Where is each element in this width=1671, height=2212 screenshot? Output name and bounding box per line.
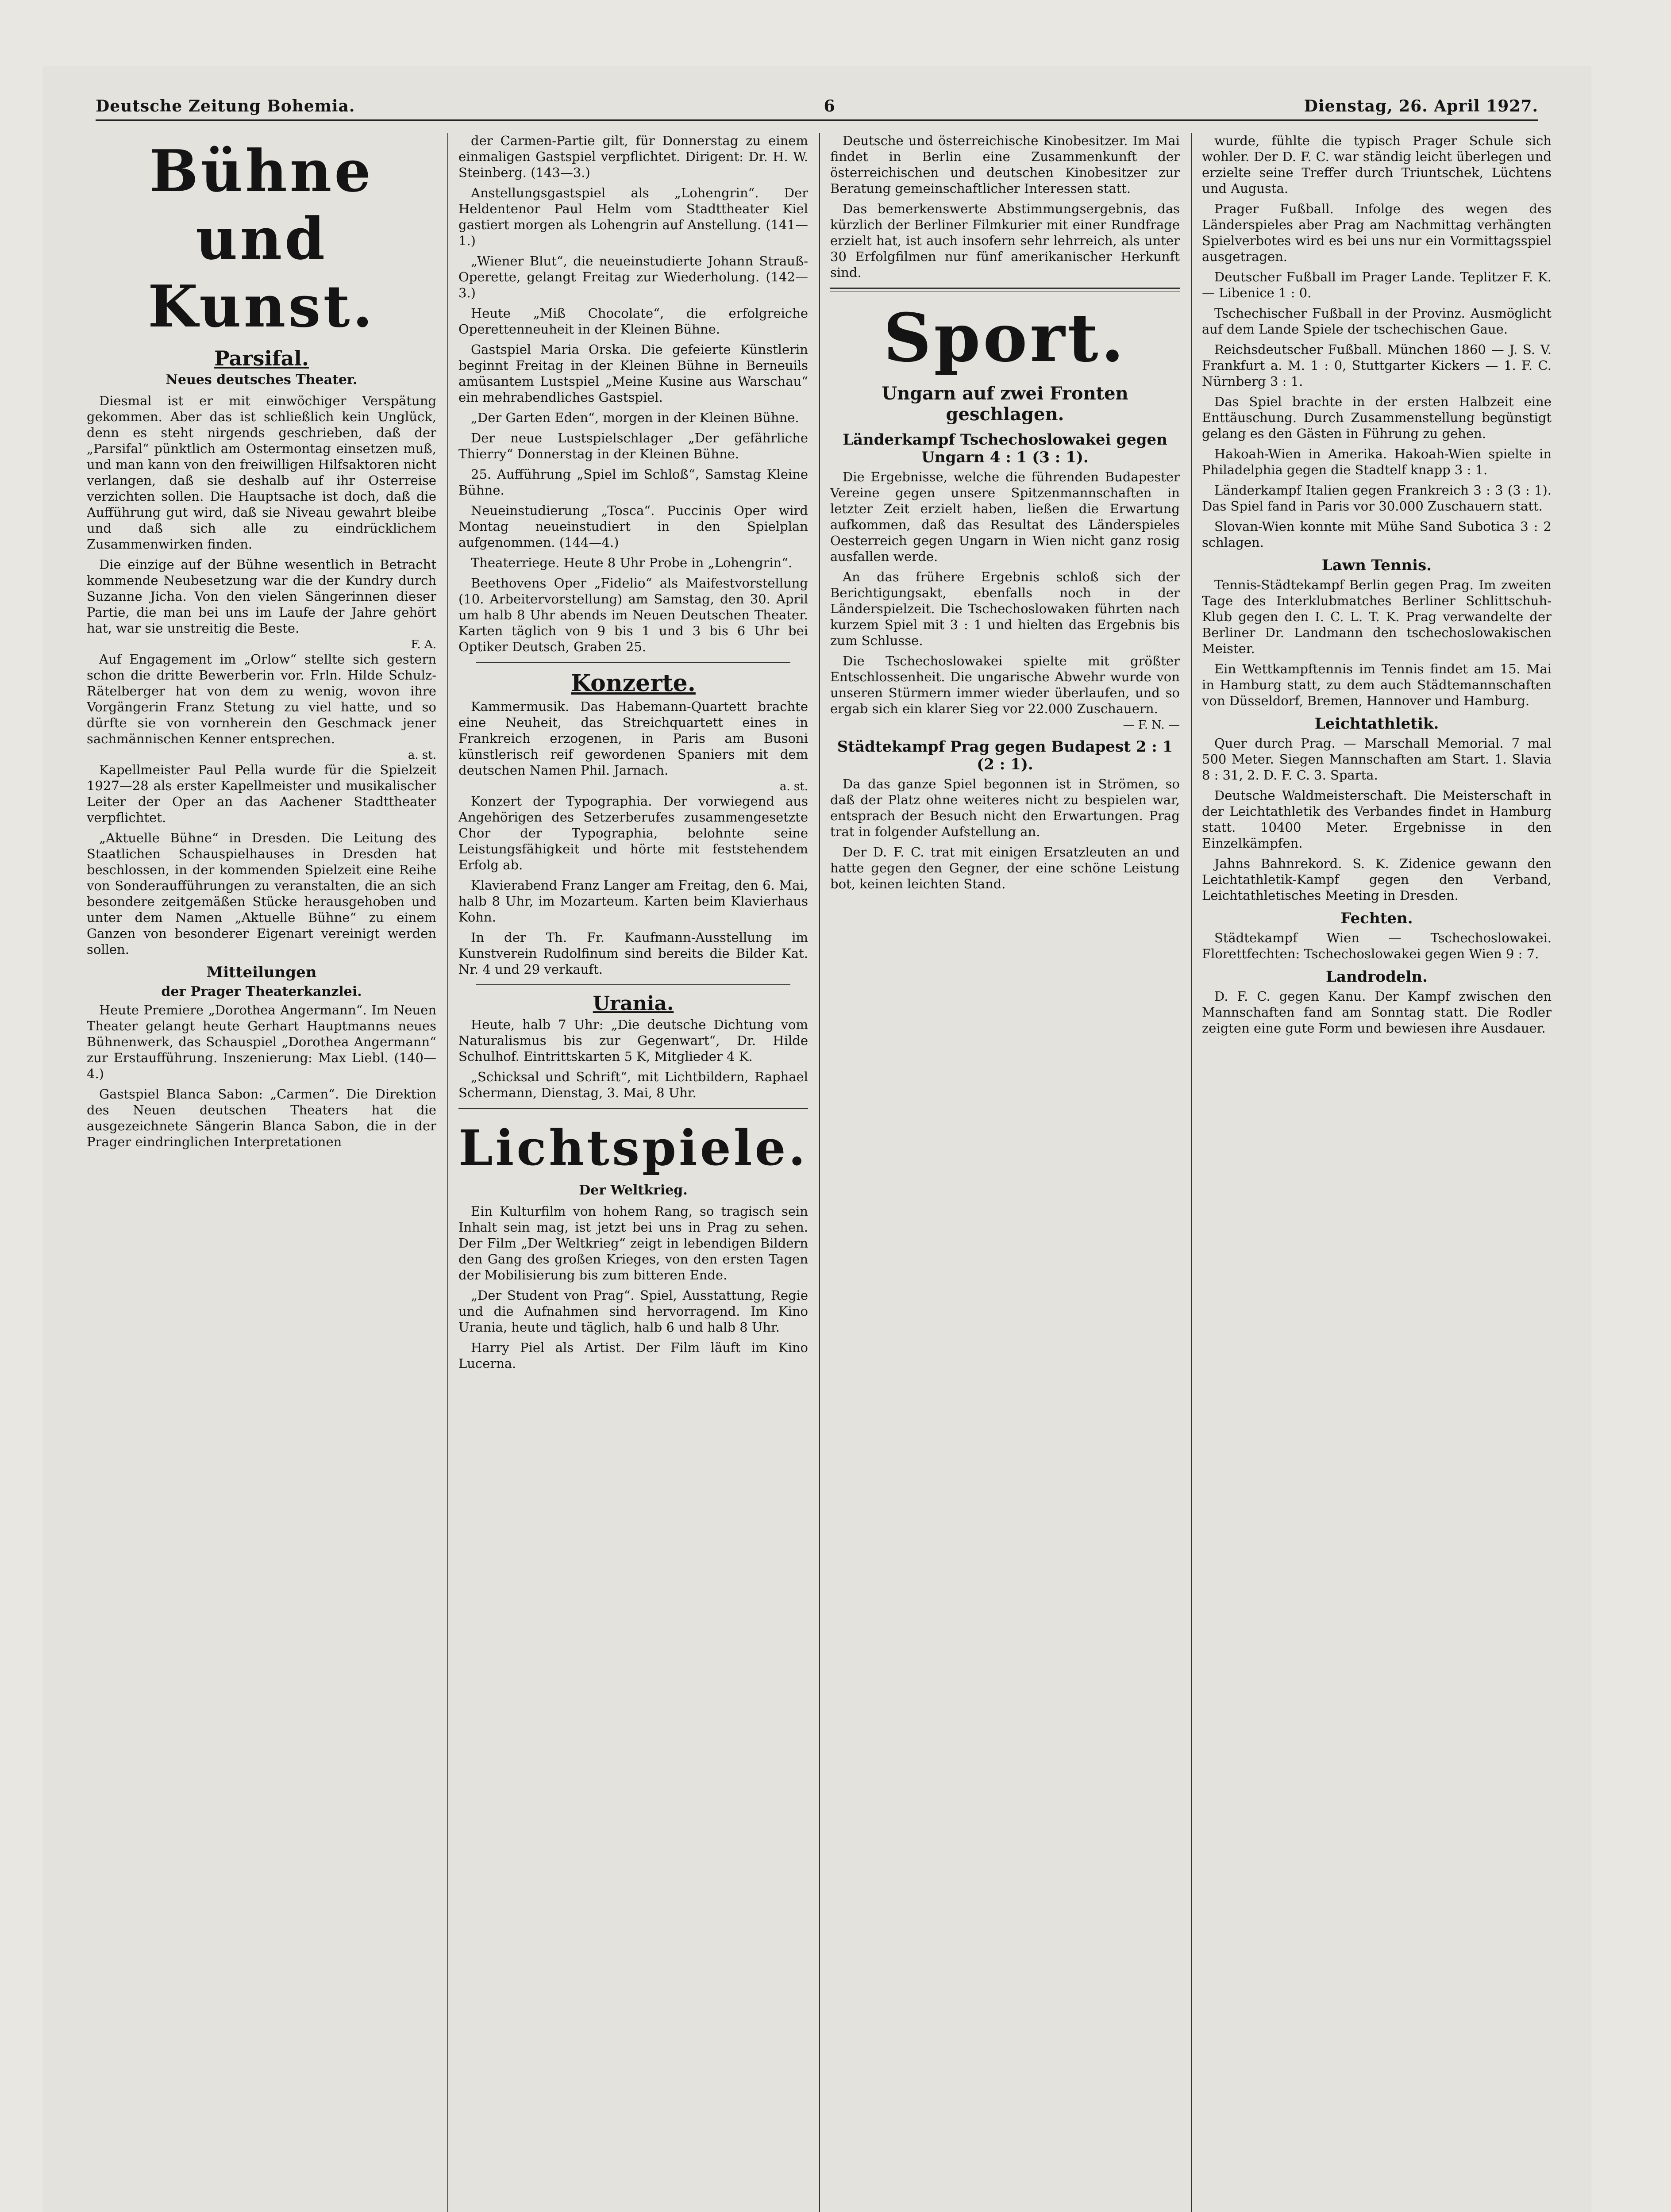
article-paragraph: 25. Aufführung „Spiel im Schloß“, Samstag Kleine Bühne. — [458, 467, 808, 498]
article-paragraph: Tennis-Städtekampf Berlin gegen Prag. Im zweiten Tage des Interklubmatches Berliner Schlittschuh-Klub gegen den I. C. L. T. K. Prag verwandelte der Berliner Dr. Landmann den tschechoslowakischen Meister. — [1202, 577, 1552, 656]
article-paragraph: „Der Garten Eden“, morgen in der Kleinen Bühne. — [471, 410, 799, 425]
section-title-urania: Urania. — [593, 992, 674, 1015]
section-divider — [476, 984, 790, 985]
section-title-leichtathletik: Leichtathletik. — [1314, 715, 1439, 733]
article-paragraph: Die Tschechoslowakei spielte mit größter Entschlossenheit. Die ungarische Abwehr wurde von unseren Stürmern immer wieder überlaufen, und so ergab sich ein klarer Sieg vor 22.000 Zuschauern. — [830, 653, 1180, 716]
column-3 — [830, 133, 1180, 2212]
article-paragraph: Prager Fußball. Infolge des wegen des Länderspieles aber Prag am Nachmittag verhängten Spielverbotes wird es bei uns nur ein Vormittagsspiel ausgetragen. — [1202, 201, 1552, 264]
article-paragraph: Reichsdeutscher Fußball. München 1860 — J. S. V. Frankfurt a. M. 1 : 0, Stuttgarter Kickers — 1. F. C. Nürnberg 3 : 1. — [1202, 342, 1552, 389]
article-paragraph: Der neue Lustspielschlager „Der gefährliche Thierry“ Donnerstag in der Kleinen Bühne. — [458, 430, 808, 461]
article-paragraph: Kapellmeister Paul Pella wurde für die Spielzeit 1927—28 als erster Kapellmeister und musikalischer Leiter der Oper an das Aachener Stadttheater verpflichtet. — [87, 762, 436, 825]
article-title-mitteilungen: Mitteilungen — [206, 964, 317, 981]
article-paragraph: Das Spiel brachte in der ersten Halbzeit eine Enttäuschung. Durch Zusammenstellung begünstigt gelang es den Gästen in Führung zu gehen. — [1202, 394, 1552, 441]
section-title-konzerte: Konzerte. — [571, 670, 696, 697]
article-paragraph: Das bemerkenswerte Abstimmungsergebnis, das kürzlich der Berliner Filmkurier mit einer Rundfrage erzielt hat, ist auch insofern sehr lehrreich, als unter 30 Erfolgfilmen nur fünf amerikanischer Herkunft sind. — [830, 201, 1180, 280]
author-signature: — F. N. — — [1123, 718, 1180, 732]
running-header — [96, 93, 1538, 121]
article-paragraph: Deutsche Waldmeisterschaft. Die Meisterschaft in der Leichtathletik des Verbandes findet in Hamburg statt. 10400 Meter. Ergebnisse in den Einzelkämpfen. — [1202, 788, 1552, 851]
section-title-fechten: Fechten. — [1340, 910, 1413, 927]
article-paragraph: Deutscher Fußball im Prager Lande. Teplitzer F. K. — Libenice 1 : 0. — [1202, 269, 1552, 300]
article-paragraph: In der Th. Fr. Kaufmann-Ausstellung im Kunstverein Rudolfinum sind bereits die Bilder Kat. Nr. 4 und 29 verkauft. — [458, 930, 808, 977]
article-paragraph: Hakoah-Wien in Amerika. Hakoah-Wien spielte in Philadelphia gegen die Stadtelf knapp 3 : 1. — [1202, 446, 1552, 477]
article-paragraph: Anstellungsgastspiel als „Lohengrin“. Der Heldentenor Paul Helm vom Stadttheater Kiel gastiert morgen als Lohengrin auf Anstellung. (141—1.) — [458, 185, 808, 248]
article-paragraph: Heute „Miß Chocolate“, die erfolgreiche Operettenneuheit in der Kleinen Bühne. — [458, 306, 808, 337]
article-paragraph: Die Ergebnisse, welche die führenden Budapester Vereine gegen unsere Spitzenmannschaften in letzter Zeit erzielt haben, ließen die Erwartung aufkommen, daß das Resultat des Länderspieles Oesterreich gegen Ungarn in Wien nicht ganz rosig ausfallen werde. — [830, 469, 1180, 564]
article-paragraph: „Aktuelle Bühne“ in Dresden. Die Leitung des Staatlichen Schauspielhauses in Dresden hat beschlossen, in der kommenden Spielzeit eine Reihe von Sonderaufführungen zu veranstalten, die an sich besondere zeitgemäßen Stücke herausgehoben und unter dem Namen „Aktuelle Bühne“ zu einem Ganzen von besonderer Eigenart vereinigt werden sollen. — [87, 830, 436, 957]
section-title-lichtspiele: Lichtspiele. — [458, 1119, 808, 1176]
article-paragraph: Theaterriege. Heute 8 Uhr Probe in „Lohengrin“. — [471, 555, 793, 570]
newspaper-page — [42, 66, 1591, 2212]
article-paragraph: Neueinstudierung „Tosca“. Puccinis Oper wird Montag neueinstudiert in den Spielplan aufgenommen. (144—4.) — [458, 503, 808, 550]
article-paragraph: Harry Piel als Artist. Der Film läuft im Kino Lucerna. — [458, 1340, 808, 1371]
article-paragraph: Diesmal ist er mit einwöchiger Verspätung gekommen. Aber das ist schließlich kein Unglück, denn es steht nirgends geschrieben, daß der „Parsifal“ pünktlich am Ostermontag einsetzen muß, und man kann von den freiwilligen Hilfsaktoren nicht verlangen, daß sie deshalb auf ihr Osterreise verzichten sollen. Die Hauptsache ist doch, daß die Aufführung gut wird, daß sie Niveau gewahrt bleibe und daß sich alle zu eindrücklichem Zusammenwirken finden. — [87, 393, 436, 552]
author-signature: F. A. — [411, 638, 436, 651]
article-subtitle: Neues deutsches Theater. — [166, 372, 358, 388]
article-paragraph: Der D. F. C. trat mit einigen Ersatzleuten an und hatte gegen den Gegner, der eine schöne Leistung bot, keinen leichten Stand. — [830, 845, 1180, 891]
article-paragraph: Deutsche und österreichische Kinobesitzer. Im Mai findet in Berlin eine Zusammenkunft der österreichischen und deutschen Kinobesitzer zur Beratung gemeinschaftlicher Interessen statt. — [830, 133, 1180, 196]
article-headline: Ungarn auf zwei Fronten geschlagen. — [882, 383, 1128, 425]
article-title-parsifal: Parsifal. — [214, 346, 309, 370]
author-signature: a. st. — [779, 780, 808, 793]
column-rule — [1191, 133, 1192, 2212]
article-paragraph: Heute, halb 7 Uhr: „Die deutsche Dichtung vom Naturalismus bis zur Gegenwart“, Dr. Hilde Schulhof. Eintrittskarten 5 K, Mitglieder 4 K. — [458, 1017, 808, 1064]
section-divider — [476, 662, 790, 663]
article-paragraph: Tschechischer Fußball in der Provinz. Ausmöglicht auf dem Lande Spiele der tschechischen Gaue. — [1202, 306, 1552, 337]
section-divider — [830, 288, 1180, 292]
article-paragraph: „Wiener Blut“, die neueinstudierte Johann Strauß-Operette, gelangt Freitag zur Wiederholung. (142—3.) — [458, 253, 808, 300]
article-paragraph: Die einzige auf der Bühne wesentlich in Betracht kommende Neubesetzung war die der Kundry durch Suzanne Jicha. Von den vielen Sängerinnen dieser Partie, die man bei uns im Laufe der Jahre gehört hat, war sie unstreitig die Beste. — [87, 557, 436, 636]
column-rule — [819, 133, 820, 2212]
header-date: Dienstag, 26. April 1927. — [1304, 97, 1538, 115]
column-rule — [447, 133, 448, 2212]
article-paragraph: „Der Student von Prag“. Spiel, Ausstattung, Regie und die Aufnahmen sind hervorragend. Im Kino Urania, heute und täglich, halb 6 und halb 8 Uhr. — [458, 1288, 808, 1335]
header-page-number: 6 — [824, 97, 836, 115]
article-subtitle: der Prager Theaterkanzlei. — [161, 984, 362, 999]
article-paragraph: Heute Premiere „Dorothea Angermann“. Im Neuen Theater gelangt heute Gerhart Hauptmanns neues Bühnenwerk, das Schauspiel „Dorothea Angermann“ zur Erstaufführung. Inszenierung: Max Liebl. (140—4.) — [87, 1002, 436, 1081]
section-title-sport: Sport. — [883, 299, 1127, 377]
article-paragraph: Gastspiel Maria Orska. Die gefeierte Künstlerin beginnt Freitag in der Kleinen Bühne in Berneuils amüsantem Lustspiel „Meine Kusine aus Warschau“ ein mehrabendliches Gastspiel. — [458, 342, 808, 405]
article-paragraph: Quer durch Prag. — Marschall Memorial. 7 mal 500 Meter. Siegen Mannschaften am Start. 1. Slavia 8 : 31, 2. D. F. C. 3. Sparta. — [1202, 736, 1552, 783]
article-paragraph: der Carmen-Partie gilt, für Donnerstag zu einem einmaligen Gastspiel verpflichtet. Dirigent: Dr. H. W. Steinberg. (143—3.) — [458, 133, 808, 180]
author-signature: a. st. — [408, 749, 436, 762]
article-paragraph: D. F. C. gegen Kanu. Der Kampf zwischen den Mannschaften fand am Sonntag statt. Die Rodler zeigten eine gute Form und bewiesen ihre Ausdauer. — [1202, 989, 1552, 1036]
article-paragraph: wurde, fühlte die typisch Prager Schule sich wohler. Der D. F. C. war ständig leicht überlegen und erzielte seine Treffer durch Triuntschek, Lüchtens und Augusta. — [1202, 133, 1552, 196]
section-title-buehne: Bühne und Kunst. — [148, 137, 375, 340]
article-subtitle: Der Weltkrieg. — [579, 1183, 688, 1198]
article-paragraph: „Schicksal und Schrift“, mit Lichtbildern, Raphael Schermann, Dienstag, 3. Mai, 8 Uhr. — [458, 1069, 808, 1100]
article-paragraph: Klavierabend Franz Langer am Freitag, den 6. Mai, halb 8 Uhr, im Mozarteum. Karten beim Klavierhaus Kohn. — [458, 878, 808, 925]
article-paragraph: Ein Wettkampftennis im Tennis findet am 15. Mai in Hamburg statt, zu dem auch Städtemannschaften von Düsseldorf, Bremen, Hannover und Hamburg. — [1202, 661, 1552, 708]
article-paragraph: Ein Kulturfilm von hohem Rang, so tragisch sein Inhalt sein mag, ist jetzt bei uns in Prag zu sehen. Der Film „Der Weltkrieg“ zeigt in lebendigen Bildern den Gang des großen Krieges, von den ersten Tagen der Mobilisierung bis zum bitteren Ende. — [458, 1204, 808, 1283]
article-paragraph: Auf Engagement im „Orlow“ stellte sich gestern schon die dritte Bewerberin vor. Frln. Hilde Schulz-Rätelberger hat von dem zu wenig, wovon ihre Vorgängerin Franz Stetung zu viel hatte, und so dürfte sie von vornherein den Geschmack jener sachmännischen Kenner entsprechen. — [87, 652, 436, 746]
section-divider — [458, 1108, 808, 1112]
article-paragraph: Städtekampf Wien — Tschechoslowakei. Florettfechten: Tschechoslowakei gegen Wien 9 : 7. — [1202, 930, 1552, 961]
article-paragraph: Beethovens Oper „Fidelio“ als Maifestvorstellung (10. Arbeitervorstellung) am Samstag, den 30. April um halb 8 Uhr abends im Neuen Deutschen Theater. Karten täglich von 9 bis 1 und 3 bis 6 Uhr bei Optiker Deutsch, Graben 25. — [458, 576, 808, 654]
column-2 — [458, 133, 808, 2212]
article-paragraph: Da das ganze Spiel begonnen ist in Strömen, so daß der Platz ohne weiteres nicht zu bespielen war, entsprach der Besuch nicht den Erwartungen. Prag trat in folgender Aufstellung an. — [830, 776, 1180, 839]
column-4 — [1202, 133, 1552, 2212]
match-heading: Städtekampf Prag gegen Budapest 2 : 1 (2 : 1). — [837, 738, 1173, 773]
article-paragraph: Kammermusik. Das Habemann-Quartett brachte eine Neuheit, das Streichquartett eines in Frankreich erzogenen, in Paris am Busoni künstlerisch reif gewordenen Spaniers mit dem deutschen Namen Phil. Jarnach. — [458, 699, 808, 778]
match-heading: Länderkampf Tschechoslowakei gegen Ungarn 4 : 1 (3 : 1). — [843, 431, 1167, 466]
article-paragraph: Jahns Bahnrekord. S. K. Zidenice gewann den Leichtathletik-Kampf gegen den Verband, Leichtathletisches Meeting in Dresden. — [1202, 856, 1552, 903]
article-paragraph: Slovan-Wien konnte mit Mühe Sand Subotica 3 : 2 schlagen. — [1202, 519, 1552, 550]
article-paragraph: Gastspiel Blanca Sabon: „Carmen“. Die Direktion des Neuen deutschen Theaters hat die ausgezeichnete Sängerin Blanca Sabon, die in der Prager eindringlichen Interpretationen — [87, 1087, 436, 1149]
column-1 — [87, 133, 436, 2212]
section-title-rodeln: Landrodeln. — [1326, 968, 1428, 986]
article-paragraph: An das frühere Ergebnis schloß sich der Berichtigungsakt, ebenfalls noch in der Länderspielzeit. Die Tschechoslowaken führten nach kurzem Spiel mit 3 : 1 und hielten das Ergebnis bis zum Schlusse. — [830, 569, 1180, 648]
section-title-tennis: Lawn Tennis. — [1321, 557, 1432, 574]
header-paper-name: Deutsche Zeitung Bohemia. — [96, 97, 355, 115]
article-paragraph: Konzert der Typographia. Der vorwiegend aus Angehörigen des Setzerberufes zusammengesetzte Chor der Typographia, belohnte seine Leistungsfähigkeit und hörte mit feststehendem Erfolg ab. — [458, 794, 808, 872]
article-paragraph: Länderkampf Italien gegen Frankreich 3 : 3 (3 : 1). Das Spiel fand in Paris vor 30.000 Zuschauern statt. — [1202, 483, 1552, 514]
